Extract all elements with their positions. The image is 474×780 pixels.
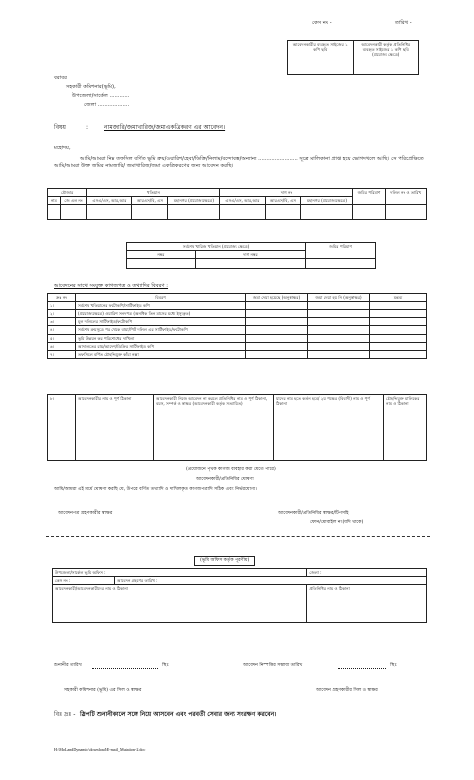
last-khatian-title: সর্বশেষ খারিজ খতিয়ান (প্রযোজ্য ক্ষেত্রে) — [127, 243, 306, 251]
land-table — [47, 188, 427, 220]
last-khatian-row — [127, 259, 376, 269]
office-upazila: উপজেলা/সার্কেল ভূমি অফিস : — [53, 569, 307, 577]
body-paragraph: আমি/আমরা নিম্ন তফসিল বর্ণিত ভূমি ক্রয়/ওয়ারিশ/হেবা/ডিক্রি/নিলাম/বন্দোবস্ত/অন্যান্য ........................ সূত্রে মালিকানা প্রাপ্ত হয়ে ভোগদখলে আছি। সে পরিপ্রেক্ষিতে আমি/আমরা উক্ত জমির নামজারি/ জমাখারিজ/জমা একত্রিকরণের জন্য আবেদন করছি। — [54, 156, 424, 169]
note-text: স্লিপটি শুনানীকালে সঙ্গে নিয়ে আসবেন এবং পরবর্তী সেবার জন্য সংরক্ষণ করবেন। — [80, 711, 277, 718]
parties-applicant: আবেদনকারীর নাম ও পূর্ণ ঠিকানা — [76, 395, 154, 461]
receiver-seal-sign: আবেদন গ্রহণকারীর সিল ও স্বাক্ষর — [316, 688, 378, 693]
parties-table — [47, 394, 427, 461]
docs-row — [48, 302, 427, 310]
hearing-date-line — [92, 668, 158, 669]
th-dag-mahanagar: মহানগর (প্রযোজ্যক্ষেত্রে) — [301, 197, 353, 205]
applicant-photo-box: আবেদনকারীর ব্যবহৃত সাইজের ১ কপি ছবি — [288, 41, 354, 75]
th-dag: দাগ নং — [220, 189, 353, 197]
phone-label: ফোন/মোবাইল নং(যদি থাকে) — [310, 520, 364, 525]
last-khatian-dag: দাগ নম্বর — [195, 251, 305, 259]
office-table — [52, 568, 427, 623]
representative-photo-box: আবেদনকারী কর্তৃক প্রতিনিধির ব্যবহৃত সাইজের ১ কপি ছবি (প্রযোজ্য ক্ষেত্রে) — [353, 41, 419, 75]
last-khatian-no: নম্বর — [127, 251, 196, 259]
parties-sl: ৮। — [48, 395, 76, 461]
docs-row — [48, 334, 427, 342]
office-title: (ভূমি অফিস কর্তৃক পূরণীয়) — [194, 556, 255, 566]
hearing-seal: স্থিঃ — [162, 663, 169, 668]
parties-opponent: যাদের নাম হতে কর্তন হবে/ ২য় পক্ষের (বিবাদী) নাম ও পূর্ণ ঠিকানা — [274, 395, 384, 461]
th-khatian-sa: এসএ/এস, আর,আর — [87, 197, 132, 205]
docs-table — [47, 293, 427, 359]
docs-sl: ২। — [48, 310, 76, 318]
address-officer: সহকারী কমিশনার(ভূমি), — [66, 84, 116, 90]
disposal-date: আবেদন নিস্পত্তির সম্ভাব্য তারিখ — [243, 663, 303, 668]
docs-th-sl: ক্রঃ নং — [48, 294, 76, 302]
th-khatian-rs: আরএস/বি, এস — [132, 197, 168, 205]
docs-th-desc: বিবরণ — [76, 294, 246, 302]
docs-desc: সর্বশেষ খতিয়ানের ফটোকপি/সার্টিফাইড কপি — [76, 302, 246, 310]
docs-desc: মূল দলিলের সার্টিফাইড/ফটোকপি — [76, 318, 246, 326]
subject-label: বিষয় — [54, 124, 66, 131]
docs-th-submitted: জমা দেয়া হয়েছে (অনুস্বাক্ষর) — [246, 294, 308, 302]
office-district: জেলা : — [307, 569, 427, 577]
file-path: H:\MoLandDynamic\download\E-mail_Mutation-2.doc — [54, 747, 146, 752]
docs-row — [48, 318, 427, 326]
land-table-row — [48, 205, 427, 220]
office-receive-date: আবেদন গ্রহণের তারিখ : — [117, 578, 158, 584]
address-district: জেলা ................... — [84, 102, 130, 108]
docs-sl: ৪। — [48, 326, 76, 334]
docs-th-not-submitted: জমা দেয়া হয় নি (অনুস্বাক্ষর) — [308, 294, 370, 302]
docs-title: আবেদনের সাথে সংযুক্ত কাগজপত্র ও তথ্যাদির বিবরণ : — [54, 283, 169, 289]
parties-boundary-owner: চৌহদ্দিযুক্ত মালিকের নাম ও ঠিকানা — [384, 395, 427, 461]
docs-row — [48, 326, 427, 334]
hearing-date: শুনানীর তারিখ — [54, 663, 82, 668]
docs-desc: তফসিলে বর্ণিত চৌহদ্দিযুক্ত কাঁচা নক্সা — [76, 350, 246, 358]
docs-sl: ৩। — [48, 318, 76, 326]
docs-th-remarks: মন্তব্য — [370, 294, 427, 302]
last-khatian-table — [126, 242, 376, 269]
docs-row — [48, 310, 427, 318]
docs-desc: ভূমি উন্নয়ন কর পরিশোধের দাখিলা — [76, 334, 246, 342]
office-case-no: কেস নং : — [53, 577, 115, 584]
th-jl: জে এল নং — [60, 197, 87, 205]
th-land-amount: জমির পরিমাণ — [353, 189, 385, 205]
th-khatian-mahanagar: মহানগর (প্রযোজ্যক্ষেত্রে) — [168, 197, 220, 205]
note-label: বিঃ দ্রঃ - — [54, 711, 76, 718]
th-dag-sa: এসএ/এস, আর,আর — [220, 197, 265, 205]
docs-desc: (প্রযোজ্যক্ষেত্রে) ওয়ারিশ সনদপত্র (অনধিক তিন মাসের মধ্যে ইস্যুকৃত) — [76, 310, 246, 318]
docs-desc: আদালতের রায়/আদেশ/ডিক্রির সার্টিফাইড কপি — [76, 342, 246, 350]
disposal-date-line — [338, 668, 386, 669]
subject-colon: : — [86, 124, 89, 131]
office-applicant: আবেদনকারী/আবেদনকারীদের নাম ও ঠিকানা — [53, 585, 307, 623]
last-khatian-land: জমির পরিমাণ — [306, 243, 376, 259]
address-upazila: উপজেলা/সার্কেল ............ — [72, 93, 130, 99]
ac-sign: সহকারী কমিশনার (ভূমি) এর সিল ও স্বাক্ষর — [64, 688, 142, 693]
docs-sl: ১। — [48, 302, 76, 310]
docs-sl: ৭। — [48, 350, 76, 358]
subject-text: নামজারি/জমাখারিজ/জমাএকত্রিকরণ এর আবেদন। — [104, 124, 226, 131]
cut-line — [46, 536, 430, 537]
th-name: নাম — [48, 197, 61, 205]
th-mouza: মৌজার — [48, 189, 87, 197]
parties-representative: আবেদনকারী নিজে আবেদন না করলে প্রতিনিধির নাম ও পূর্ণ ঠিকানা, বয়স, সম্পর্ক ও স্বাক্ষর (আবেদনকারী কর্তৃক সত্যায়িত) — [154, 395, 274, 461]
case-no-label: কেস নং - — [312, 20, 332, 26]
declaration-title: আবেদনকারী/প্রতিনিধির ঘোষণা — [196, 477, 254, 482]
office-representative: প্রতিনিধির নাম ও ঠিকানা — [307, 585, 427, 623]
th-dag-rs: আরএস/বি, এস — [265, 197, 301, 205]
receiver-sign-label: আবেদনপত্র গ্রহণকারীর স্বাক্ষর — [58, 511, 113, 516]
disposal-seal: স্থিঃ — [390, 663, 397, 668]
docs-sl: ৬। — [48, 342, 76, 350]
declaration-text: আমি/আমরা এই মর্মে ঘোষণা করছি যে, উপরে বর্ণিত তথ্যাদি ও দাখিলকৃত কাগজপত্রাদি সঠিক এবং নির্ভরযোগ্য। — [54, 487, 257, 492]
applicant-sign-label: আবেদনকারী/প্রতিনিধির স্বাক্ষর/টিপসহি — [278, 511, 349, 516]
th-deed-date: দলিল নং ও তারিখ — [385, 189, 426, 205]
salutation: মহোদয়, — [54, 145, 71, 151]
address-to: বরাবর — [54, 75, 67, 81]
photo-box — [287, 40, 419, 75]
docs-row — [48, 350, 427, 358]
note-extra: (প্রয়োজনে পৃথক কাগজ ব্যবহার করা যেতে পারে) — [186, 467, 276, 472]
docs-row — [48, 342, 427, 350]
th-khatian: খতিয়ান — [87, 189, 220, 197]
docs-sl: ৫। — [48, 334, 76, 342]
docs-desc: সর্বশেষ ক্রয়সূত্রে পর থেকে বায়া/পিট দলিল এর সার্টিফাইড/ফটোকপি — [76, 326, 246, 334]
date-label: তারিখ - — [395, 20, 412, 26]
